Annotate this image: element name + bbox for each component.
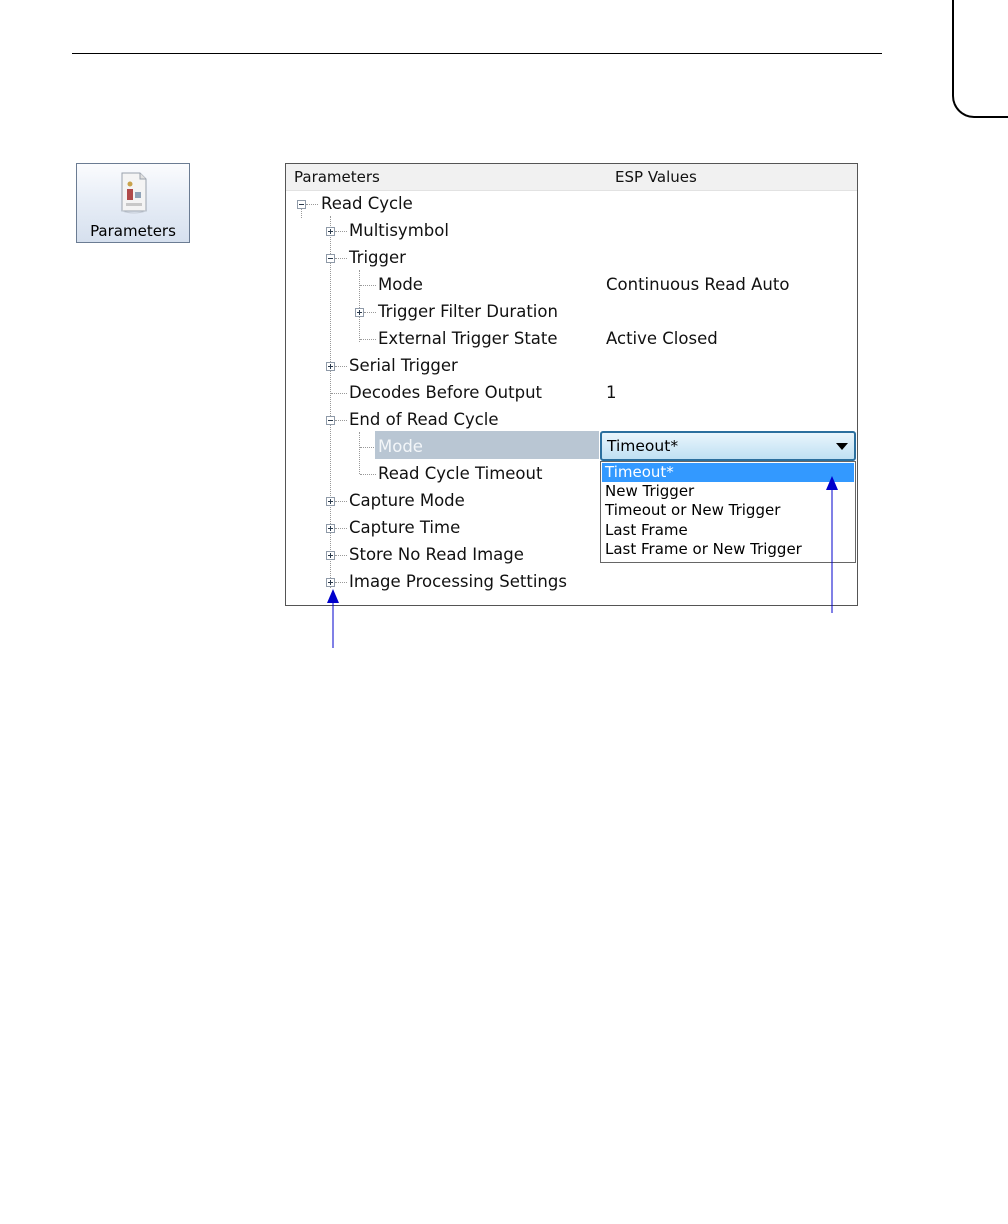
expand-icon[interactable] xyxy=(326,578,335,587)
tree-connector xyxy=(306,204,318,205)
expand-icon[interactable] xyxy=(326,362,335,371)
tree-item-serial-trigger[interactable]: Serial Trigger xyxy=(349,356,458,375)
tree-connector xyxy=(360,474,376,475)
dropdown-option[interactable]: Last Frame xyxy=(605,521,688,539)
value-decodes-before-output[interactable]: 1 xyxy=(606,383,617,402)
dropdown-option[interactable]: Last Frame or New Trigger xyxy=(605,540,802,558)
dropdown-option[interactable]: Timeout or New Trigger xyxy=(605,501,781,519)
tree-connector xyxy=(335,258,347,259)
chapter-tab xyxy=(952,0,1008,118)
collapse-icon[interactable] xyxy=(297,200,306,209)
column-header-esp-values[interactable]: ESP Values xyxy=(615,168,697,186)
tree-item-read-cycle[interactable]: Read Cycle xyxy=(321,194,413,213)
page-header-rule xyxy=(72,53,882,54)
parameter-tree-panel xyxy=(285,163,858,606)
collapse-icon[interactable] xyxy=(326,416,335,425)
dropdown-option[interactable]: Timeout* xyxy=(602,463,854,482)
expand-icon[interactable] xyxy=(326,551,335,560)
expand-icon[interactable] xyxy=(326,497,335,506)
tree-item-external-trigger-state[interactable]: External Trigger State xyxy=(378,329,558,348)
tree-connector xyxy=(364,312,376,313)
tree-item-trigger[interactable]: Trigger xyxy=(349,248,406,267)
tree-connector xyxy=(335,231,347,232)
parameters-button[interactable] xyxy=(76,163,190,243)
tree-item-store-no-read-image[interactable]: Store No Read Image xyxy=(349,545,524,564)
expand-icon[interactable] xyxy=(326,524,335,533)
tree-item-end-mode[interactable]: Mode xyxy=(378,437,423,456)
chevron-down-icon[interactable] xyxy=(836,443,848,450)
tree-item-trigger-mode[interactable]: Mode xyxy=(378,275,423,294)
expand-icon[interactable] xyxy=(355,308,364,317)
column-header-parameters[interactable]: Parameters xyxy=(294,168,380,186)
tree-item-end-of-read-cycle[interactable]: End of Read Cycle xyxy=(349,410,499,429)
collapse-icon[interactable] xyxy=(326,254,335,263)
tree-connector xyxy=(360,339,376,340)
tree-item-read-cycle-timeout[interactable]: Read Cycle Timeout xyxy=(378,464,543,483)
end-mode-select-value: Timeout* xyxy=(607,437,679,455)
tree-connector xyxy=(360,285,376,286)
expand-icon[interactable] xyxy=(326,227,335,236)
value-trigger-mode[interactable]: Continuous Read Auto xyxy=(606,275,790,294)
tree-connector xyxy=(335,420,347,421)
tree-item-trigger-filter-duration[interactable]: Trigger Filter Duration xyxy=(378,302,558,321)
parameters-button-label: Parameters xyxy=(90,222,176,240)
tree-item-capture-time[interactable]: Capture Time xyxy=(349,518,461,537)
tree-item-image-processing-settings[interactable]: Image Processing Settings xyxy=(349,572,567,591)
tree-connector xyxy=(359,270,360,342)
tree-connector xyxy=(331,393,347,394)
end-mode-options-list xyxy=(600,461,856,563)
tree-connector xyxy=(335,501,347,502)
tree-connector xyxy=(335,528,347,529)
dropdown-option[interactable]: New Trigger xyxy=(605,482,695,500)
tree-connector xyxy=(335,555,347,556)
tree-connector xyxy=(335,582,347,583)
tree-connector xyxy=(301,208,302,218)
tree-connector xyxy=(360,447,376,448)
tree-connector xyxy=(335,366,347,367)
tree-item-decodes-before-output[interactable]: Decodes Before Output xyxy=(349,383,542,402)
value-external-trigger-state[interactable]: Active Closed xyxy=(606,329,718,348)
end-mode-select[interactable] xyxy=(600,431,856,461)
tree-item-multisymbol[interactable]: Multisymbol xyxy=(349,221,449,240)
tree-item-capture-mode[interactable]: Capture Mode xyxy=(349,491,465,510)
parameters-document-icon xyxy=(118,170,150,214)
tree-column-header xyxy=(286,164,857,191)
tree-connector xyxy=(359,432,360,474)
